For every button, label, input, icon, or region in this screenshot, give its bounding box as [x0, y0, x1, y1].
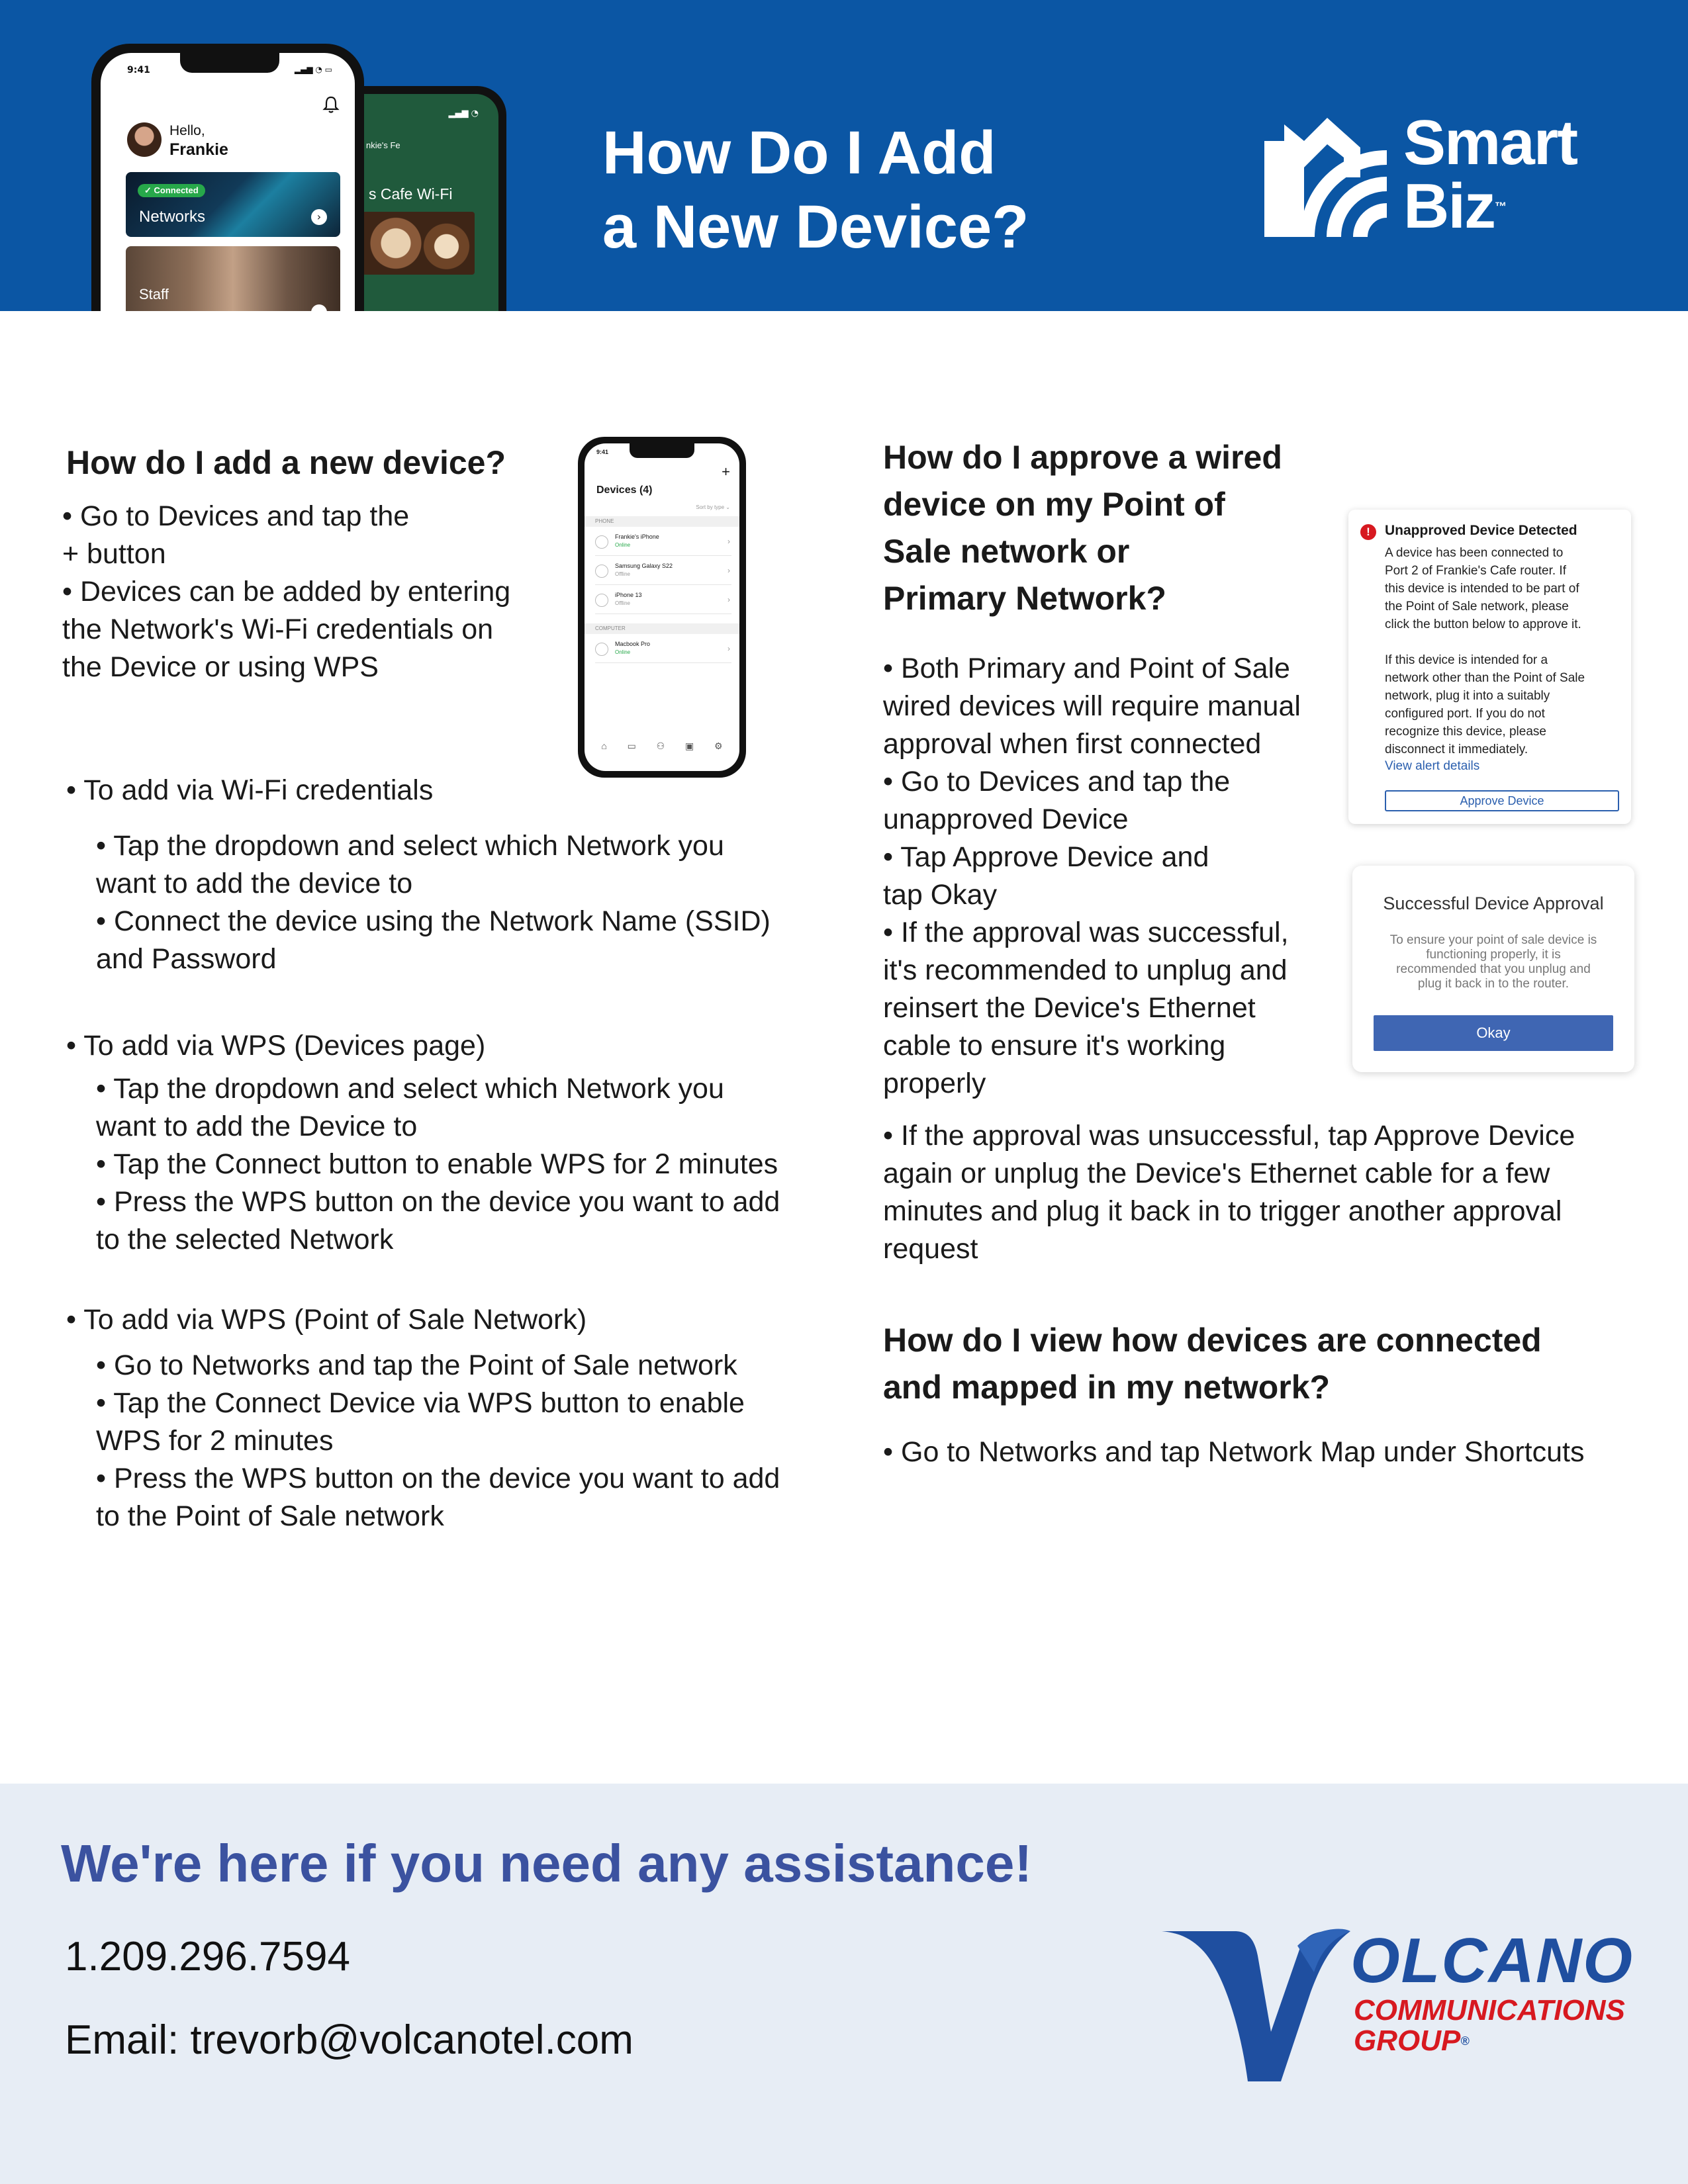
chevron-right-icon — [311, 304, 327, 311]
add-device-intro: • Go to Devices and tap the + button • Devices can be added by entering the Network's Wi-Fi credentials on the Device or using WPS — [62, 500, 511, 683]
unapproved-device-alert — [1348, 510, 1631, 824]
router-icon: ▭ — [627, 741, 636, 751]
home-icon: ⌂ — [601, 741, 607, 751]
device-row: Samsung Galaxy S22 Offline › — [595, 557, 731, 585]
volcano-subline-2: GROUP® — [1354, 2025, 1470, 2057]
okay-button[interactable]: Okay — [1374, 1015, 1613, 1051]
wps-devices-heading: • To add via WPS (Devices page) — [66, 1030, 486, 1062]
device-row: Frankie's iPhone Online › — [595, 528, 731, 556]
add-device-heading: How do I add a new device? — [66, 444, 506, 481]
people-icon: ⚇ — [656, 741, 665, 751]
dialog-body: To ensure your point of sale device is functioning properly, it is recommended that you unplug and plug it back in to the router. — [1389, 933, 1597, 991]
footer — [0, 1784, 1688, 2184]
contact-email[interactable]: Email: trevorb@volcanotel.com — [65, 2017, 633, 2063]
approve-device-steps: • Both Primary and Point of Sale wired devices will require manual approval when first connected • Go to Devices and tap the unapproved Device • Tap Approve Device and tap Okay • If the approval was successful, it's recommended to unplug and reinsert the Device's Ethernet cable to ensure it's working properly — [883, 653, 1301, 1099]
gear-icon: ⚙ — [714, 741, 723, 751]
smartbiz-logo-icon — [1261, 111, 1393, 237]
phone-icon — [595, 594, 608, 607]
networks-card-label: Networks — [139, 208, 206, 226]
device-row: Macbook Pro Online › — [595, 635, 731, 663]
plus-icon: + — [722, 463, 730, 480]
status-bar-icons: ▂▄▆ ◔ — [448, 109, 479, 118]
dialog-title: Successful Device Approval — [1383, 893, 1604, 913]
greeting: Hello, Frankie — [169, 123, 228, 159]
devices-icon: ▣ — [685, 741, 694, 751]
laptop-icon — [595, 643, 608, 656]
avatar — [127, 122, 162, 157]
status-bar-icons: ▂▄▆ ◔ ▭ — [294, 65, 332, 74]
status-time: 9:41 — [596, 449, 609, 455]
status-time: 9:41 — [127, 65, 150, 75]
successful-approval-dialog — [1352, 866, 1634, 1072]
wifi-method-heading: • To add via Wi-Fi credentials — [66, 774, 434, 806]
volcano-subline-1: COMMUNICATIONS — [1354, 1994, 1625, 2026]
device-row: iPhone 13 Offline › — [595, 586, 731, 614]
latte-photo — [362, 212, 475, 275]
cafe-wifi-label: s Cafe Wi-Fi — [369, 185, 453, 203]
phone-icon — [595, 535, 608, 549]
network-map-steps: • Go to Networks and tap Network Map under Shortcuts — [883, 1436, 1585, 1468]
tab-bar — [591, 741, 733, 754]
staff-card — [126, 246, 340, 311]
chevron-right-icon: › — [727, 566, 730, 575]
wifi-method-steps: • Tap the dropdown and select which Network you want to add the device to • Connect the device using the Network Name (SSID) and Password — [96, 830, 771, 975]
approval-unsuccessful-steps: • If the approval was unsuccessful, tap Approve Device again or unplug the Device's Ethernet cable for a few minutes and plug it back in to trigger another approval request — [883, 1120, 1575, 1265]
approve-device-button[interactable]: Approve Device — [1385, 790, 1619, 811]
networks-card — [126, 172, 340, 237]
chevron-right-icon: › — [311, 209, 327, 225]
alert-title: Unapproved Device Detected — [1385, 523, 1577, 538]
phone-icon — [595, 565, 608, 578]
approve-device-heading: How do I approve a wired device on my Point of Sale network or Primary Network? — [883, 439, 1282, 617]
header-banner — [0, 0, 1688, 311]
alert-icon: ! — [1360, 524, 1376, 540]
volcano-logo-icon — [1162, 1926, 1350, 2088]
contact-phone[interactable]: 1.209.296.7594 — [65, 1934, 350, 1979]
devices-phone-image — [578, 437, 746, 778]
view-alert-details-link[interactable]: View alert details — [1385, 759, 1480, 773]
assistance-tagline: We're here if you need any assistance! — [61, 1834, 1033, 1893]
page-title: How Do I Add a New Device? — [602, 119, 1029, 261]
staff-card-label: Staff — [139, 286, 169, 302]
wps-pos-heading: • To add via WPS (Point of Sale Network) — [66, 1304, 587, 1336]
home-app-phone-image — [91, 44, 364, 311]
network-map-heading: How do I view how devices are connected and mapped in my network? — [883, 1322, 1542, 1406]
section-label-computer: COMPUTER — [585, 623, 739, 634]
sort-dropdown: Sort by type ⌄ — [696, 504, 730, 510]
wps-pos-steps: • Go to Networks and tap the Point of Sale network • Tap the Connect Device via WPS button to enable WPS for 2 minutes • Press the WPS button on the device you want to add to the Point of Sale network — [96, 1349, 780, 1532]
connected-badge: ✓ Connected — [138, 184, 205, 197]
devices-title: Devices (4) — [596, 484, 653, 496]
chevron-right-icon: › — [727, 537, 730, 546]
bell-icon — [319, 93, 343, 116]
section-label-phone: PHONE — [585, 516, 739, 527]
chevron-right-icon: › — [727, 644, 730, 653]
chevron-right-icon: › — [727, 595, 730, 604]
wps-devices-steps: • Tap the dropdown and select which Network you want to add the Device to • Tap the Connect button to enable WPS for 2 minutes • Press the WPS button on the device you want to add to the selected Network — [96, 1073, 780, 1255]
volcano-wordmark: OLCANO — [1350, 1925, 1634, 1996]
smartbiz-wordmark: Smart Biz™ — [1403, 107, 1577, 242]
cafe-brand-label: nkie's Fe — [366, 140, 400, 150]
alert-body: A device has been connected to Port 2 of Frankie's Cafe router. If this device is intended to be part of the Point of Sale network, please click the button below to approve it. If this device is intended for a network other than the Point of Sale network, plug it into a suitably configured port. If you do not recognize this device, please disconnect it immediately. — [1385, 546, 1585, 756]
